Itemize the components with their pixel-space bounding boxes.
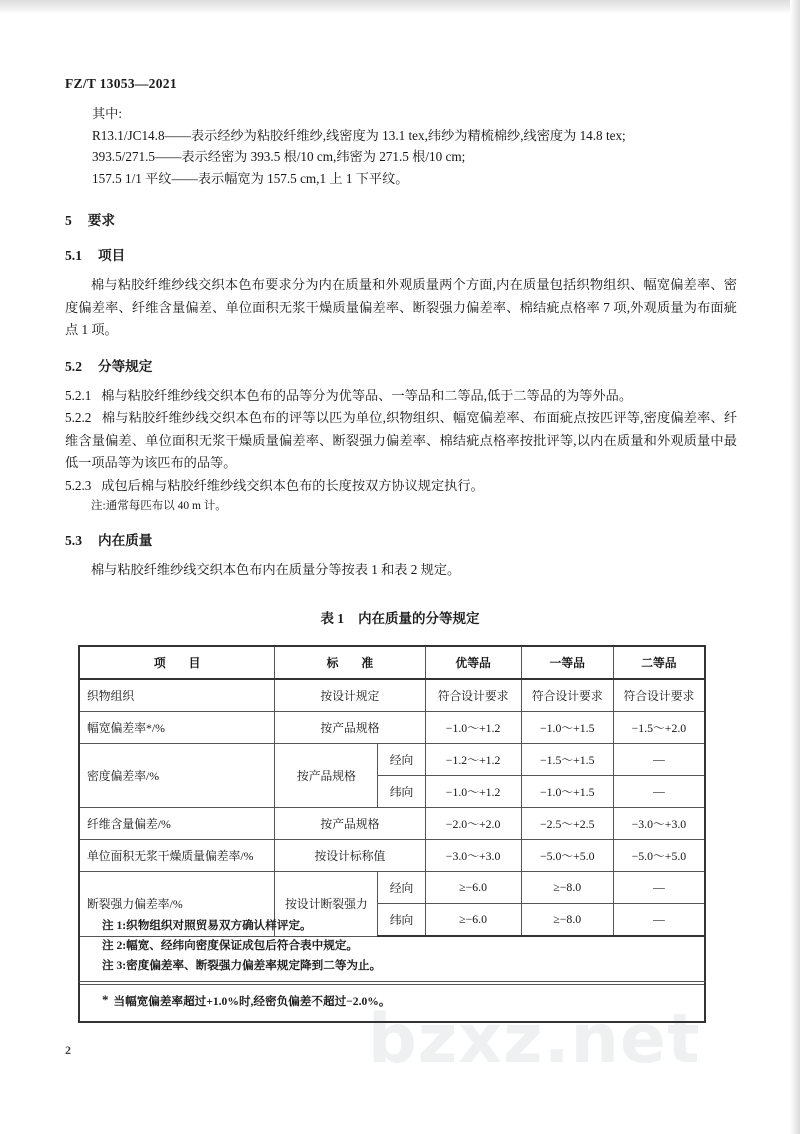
section-5-3-title: 内在质量 (98, 533, 153, 548)
section-heading-5-1 (65, 245, 737, 266)
row-5-standard: 按设计标称值 (275, 840, 425, 872)
footnote-marker: * (102, 992, 109, 1007)
row-3-direction: 纬向 (378, 776, 425, 808)
section-5-2-number: 5.2 (65, 358, 82, 374)
row-5-item: 单位面积无浆干燥质量偏差率/% (79, 840, 275, 872)
row-0-premium: 符合设计要求 (425, 679, 521, 712)
clause-5-2-1-text: 棉与粘胶纤维纱线交织本色布的品等分为优等品、一等品和二等品,低于二等品的为等外品。 (101, 387, 633, 403)
section-heading-5 (65, 210, 737, 231)
table-note-1: 注 1:织物组织对照贸易双方确认样评定。 (102, 919, 312, 932)
standard-header: FZ/T 13053—2021 (65, 76, 177, 91)
row-2-item: 密度偏差率/% (79, 744, 275, 808)
preamble-line-2: 393.5/271.5——表示经密为 393.5 根/10 cm,纬密为 271.5 根/10 cm; (92, 149, 466, 164)
row-3-premium: −1.0～+1.2 (425, 776, 521, 808)
table-1-footnote-box (78, 981, 706, 1023)
clause-5-2-1 (65, 385, 737, 408)
preamble-line-1: R13.1/JC14.8——表示经纱为粘胶纤维纱,线密度为 13.1 tex,纬纱为精梳棉纱,线密度为 14.8 tex; (92, 127, 626, 143)
row-6-standard: 按设计断裂强力 (275, 872, 378, 937)
clause-5-2-3-note: 注:通常每匹布以 40 m 计。 (91, 500, 227, 512)
row-1-premium: −1.0～+1.2 (425, 712, 521, 744)
clause-5-2-3-number: 5.2.3 (65, 477, 92, 493)
row-4-item: 纤维含量偏差/% (79, 808, 275, 840)
row-4-premium: −2.0～+2.0 (425, 808, 521, 840)
row-6-premium: ≥−6.0 (425, 872, 521, 904)
row-1-standard: 按产品规格 (275, 712, 425, 744)
row-0-second: 符合设计要求 (613, 679, 705, 712)
row-0-standard: 按设计规定 (275, 679, 425, 712)
row-6-second: — (613, 872, 705, 904)
preamble-line-3: 157.5 1/1 平纹——表示幅宽为 157.5 cm,1 上 1 下平纹。 (92, 170, 409, 186)
row-0-item: 织物组织 (79, 679, 275, 712)
table-1-caption-text: 内在质量的分等规定 (358, 611, 480, 626)
page-number: 2 (65, 1043, 71, 1057)
row-7-second: — (613, 904, 705, 937)
table-row (79, 712, 705, 744)
body-text-block (65, 103, 737, 582)
table-note-3: 注 3:密度偏差率、断裂强力偏差率规定降到二等为止。 (102, 959, 382, 972)
preamble-label: 其中: (92, 106, 123, 121)
header-grade-second: 二等品 (613, 646, 705, 679)
table-row (79, 840, 705, 872)
table-1-head (79, 646, 705, 679)
row-7-first: ≥−8.0 (521, 904, 613, 937)
table-row (79, 808, 705, 840)
section-5-1-number: 5.1 (65, 248, 82, 263)
table-header-row (79, 646, 705, 679)
table-1-caption-label: 表 1 (320, 611, 345, 626)
row-2-second: — (613, 744, 705, 776)
row-0-first: 符合设计要求 (521, 679, 613, 712)
section-5-3-number: 5.3 (65, 533, 82, 548)
row-7-premium: ≥−6.0 (425, 904, 521, 937)
table-row (79, 872, 705, 904)
footnote-text: 当幅宽偏差率超过+1.0%时,经密负偏差不超过−2.0%。 (113, 995, 391, 1008)
section-heading-5-3 (65, 530, 737, 551)
row-2-direction: 经向 (378, 744, 425, 776)
table-note-2: 注 2:幅宽、经纬向密度保证成包后符合表中规定。 (102, 939, 359, 952)
section-5-1-title: 项目 (98, 248, 126, 263)
row-2-first: −1.5～+1.5 (521, 744, 613, 776)
clause-5-2-2-text: 棉与粘胶纤维纱线交织本色布的评等以匹为单位,织物组织、幅宽偏差率、布面疵点按匹评等,密度偏差率、纤维含量偏差、单位面积无浆干燥质量偏差率、断裂强力偏差率、棉结疵点格率按批评等,以内在质量和外观质量中最低一项品等为该匹布的品等。 (65, 410, 738, 470)
row-1-second: −1.5～+2.0 (613, 712, 705, 744)
header-grade-premium: 优等品 (425, 646, 521, 679)
header-item: 项 目 (79, 646, 275, 679)
table-1-body (79, 679, 705, 936)
row-4-first: −2.5～+2.5 (521, 808, 613, 840)
row-6-first: ≥−8.0 (521, 872, 613, 904)
row-5-first: −5.0～+5.0 (521, 840, 613, 872)
section-5-1-paragraph: 棉与粘胶纤维纱线交织本色布要求分为内在质量和外观质量两个方面,内在质量包括织物组织、幅宽偏差率、密度偏差率、纤维含量偏差、单位面积无浆干燥质量偏差率、断裂强力偏差率、棉结疵点格率 7 项,外观质量为布面疵点 1 项。 (65, 277, 737, 337)
table-row (79, 679, 705, 712)
row-3-first: −1.0～+1.5 (521, 776, 613, 808)
row-4-second: −3.0～+3.0 (613, 808, 705, 840)
table-1-quality-grading (78, 645, 706, 937)
row-5-second: −5.0～+5.0 (613, 840, 705, 872)
header-grade-first: 一等品 (521, 646, 613, 679)
section-5-2-title: 分等规定 (98, 358, 153, 374)
row-2-standard: 按产品规格 (275, 744, 378, 808)
row-4-standard: 按产品规格 (275, 808, 425, 840)
row-1-first: −1.0～+1.5 (521, 712, 613, 744)
row-7-direction: 纬向 (378, 904, 425, 937)
table-row (79, 744, 705, 776)
row-6-direction: 经向 (378, 872, 425, 904)
section-5-title: 要求 (87, 213, 115, 228)
table-1-notes (78, 909, 706, 985)
clause-5-2-3-text: 成包后棉与粘胶纤维纱线交织本色布的长度按双方协议规定执行。 (101, 477, 484, 493)
table-1-caption (0, 607, 800, 627)
row-3-second: — (613, 776, 705, 808)
table-footnote (80, 990, 704, 1012)
row-1-item: 幅宽偏差率*/% (79, 712, 275, 744)
section-5-3-paragraph: 棉与粘胶纤维纱线交织本色布内在质量分等按表 1 和表 2 规定。 (91, 562, 461, 577)
clause-5-2-1-number: 5.2.1 (65, 387, 92, 403)
clause-5-2-2 (65, 407, 737, 475)
clause-5-2-2-number: 5.2.2 (65, 410, 92, 425)
clause-5-2-3 (65, 475, 737, 498)
watermark: bzxz.net (368, 1000, 701, 1079)
header-standard: 标 准 (275, 646, 425, 679)
row-2-premium: −1.2～+1.2 (425, 744, 521, 776)
section-heading-5-2 (65, 356, 737, 377)
row-6-item: 断裂强力偏差率/% (79, 872, 275, 937)
row-5-premium: −3.0～+3.0 (425, 840, 521, 872)
section-5-number: 5 (65, 213, 72, 228)
